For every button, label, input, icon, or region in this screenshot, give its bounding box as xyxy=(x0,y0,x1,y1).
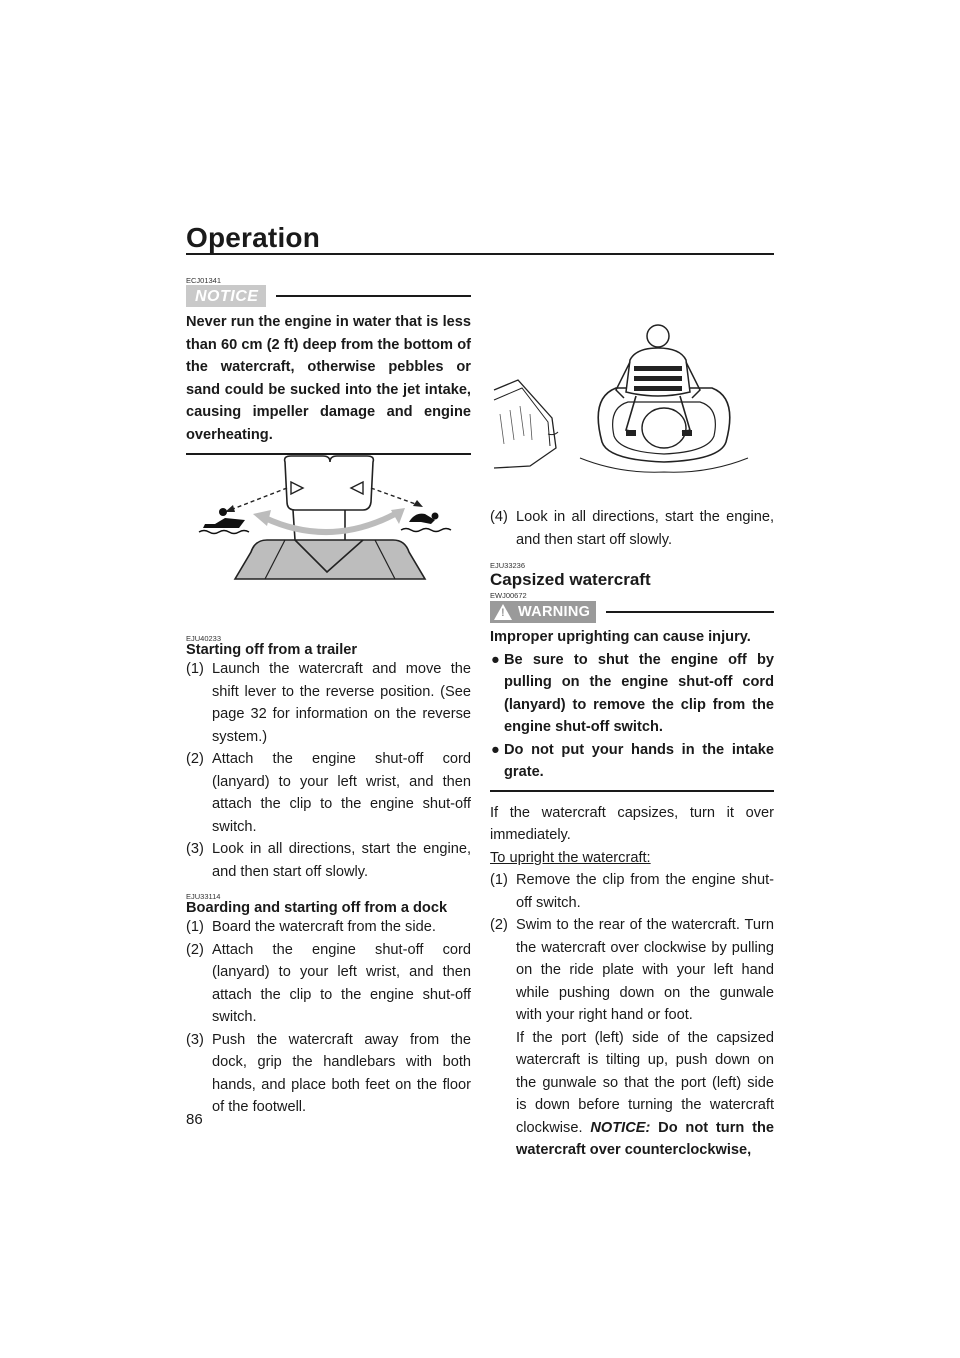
bullet-dot-icon: ● xyxy=(491,741,500,758)
capsized-subheading: To upright the watercraft: xyxy=(490,849,651,866)
warning-bullet-text: Do not put your hands in the intake grate. xyxy=(504,741,774,780)
warning-lead: Improper uprighting can cause injury. xyxy=(490,629,751,645)
warning-tag xyxy=(490,601,596,623)
section-capsized-heading: Capsized watercraft xyxy=(490,570,651,589)
section-capsized-code: EJU33236 xyxy=(490,561,526,570)
warning-bullet-text: Be sure to shut the engine off by pulling on the engine shut-off cord (lanyard) to remove the clip from the engine shut-off switch. xyxy=(504,651,774,735)
warning-header xyxy=(490,600,774,624)
step-text: Launch the watercraft and move the shift lever to the reverse position. (See page 32 for information on the reverse system.) xyxy=(212,661,471,745)
left-column xyxy=(186,276,471,455)
warning-tag-label: WARNING xyxy=(518,604,591,620)
notice-code: ECJ01341 xyxy=(186,276,222,285)
notice-text: Never run the engine in water that is less than 60 cm (2 ft) deep from the bottom of the watercraft, otherwise pebbles or sand could be sucked into the jet intake, causing impeller damage and engine overheating. xyxy=(186,314,471,443)
warning-bottom-rule xyxy=(490,790,774,792)
dock-step xyxy=(186,916,471,939)
notice-header-rule xyxy=(276,295,471,297)
step-number: (2) xyxy=(186,941,204,958)
warning-header-rule xyxy=(606,611,774,613)
step-number: (1) xyxy=(186,919,204,935)
step-text: Look in all directions, start the engine, and then start off slowly. xyxy=(516,509,774,548)
bullet-dot-icon: ● xyxy=(491,651,500,668)
step-number: (3) xyxy=(186,1031,204,1048)
step-2-notice-text: Do not turn the watercraft over counterclockwise, xyxy=(516,1119,774,1158)
step-number: (1) xyxy=(186,661,204,677)
step-text: Swim to the rear of the watercraft. Turn the watercraft over clockwise by pulling on the ride plate with your left hand while pushing down on the gunwale with your right hand or foot. xyxy=(516,917,774,1023)
capsized-step xyxy=(490,914,774,1027)
step-text: Push the watercraft away from the dock, grip the handlebars with both hands, and place both feet on the floor of the footwell. xyxy=(212,1031,471,1115)
warning-bullet xyxy=(490,739,774,784)
notice-header xyxy=(186,285,471,307)
capsized-intro: If the watercraft capsizes, turn it over immediately. xyxy=(490,804,774,843)
step-2-notice-label: NOTICE: xyxy=(590,1119,651,1136)
step-number: (4) xyxy=(490,509,508,525)
trailer-step xyxy=(186,748,471,838)
step-number: (2) xyxy=(186,751,204,767)
page-number: 86 xyxy=(186,1111,203,1128)
trailer-step xyxy=(186,658,471,748)
capsized-step xyxy=(490,869,774,914)
step-text: Board the watercraft from the side. xyxy=(212,919,436,935)
capsized-step-2-detail xyxy=(490,1027,774,1162)
section-dock-heading: Boarding and starting off from a dock xyxy=(186,900,448,916)
trailer-step xyxy=(186,838,471,883)
section-dock-code: EJU33114 xyxy=(186,892,221,901)
warning-code: EWJ00672 xyxy=(490,591,527,600)
step-text: Look in all directions, start the engine, and then start off slowly. xyxy=(212,841,471,880)
page-header-title: Operation xyxy=(186,222,321,253)
section-trailer-heading: Starting off from a trailer xyxy=(186,642,358,658)
step-text: Attach the engine shut-off cord (lanyard) to your left wrist, and then attach the clip to the engine shut-off switch. xyxy=(212,751,471,835)
section-trailer xyxy=(186,634,471,1119)
rider-footwell-illustration xyxy=(490,318,775,476)
look-around-illustration xyxy=(195,444,465,584)
notice-tag: NOTICE xyxy=(186,285,266,307)
header-rule xyxy=(186,253,774,255)
step-text: Attach the engine shut-off cord (lanyard) to your left wrist, and then attach the clip to the engine shut-off switch. xyxy=(212,941,471,1025)
dock-step xyxy=(186,939,471,1029)
step-number: (1) xyxy=(490,872,508,888)
dock-step xyxy=(186,1029,471,1119)
step-number: (2) xyxy=(490,917,508,933)
right-column xyxy=(490,506,774,1162)
warning-triangle-icon: ! xyxy=(494,604,512,620)
section-trailer-code: EJU40233 xyxy=(186,634,222,643)
step-text: Remove the clip from the engine shut-off switch. xyxy=(516,872,774,911)
step-2-detail-text: If the port (left) side of the capsized watercraft is tilting up, push down on the gunwale so that the port (left) side is down before turning the watercraft clockwise. xyxy=(516,1029,774,1136)
dock-step xyxy=(490,506,774,551)
warning-bullet xyxy=(490,649,774,739)
step-number: (3) xyxy=(186,841,204,857)
